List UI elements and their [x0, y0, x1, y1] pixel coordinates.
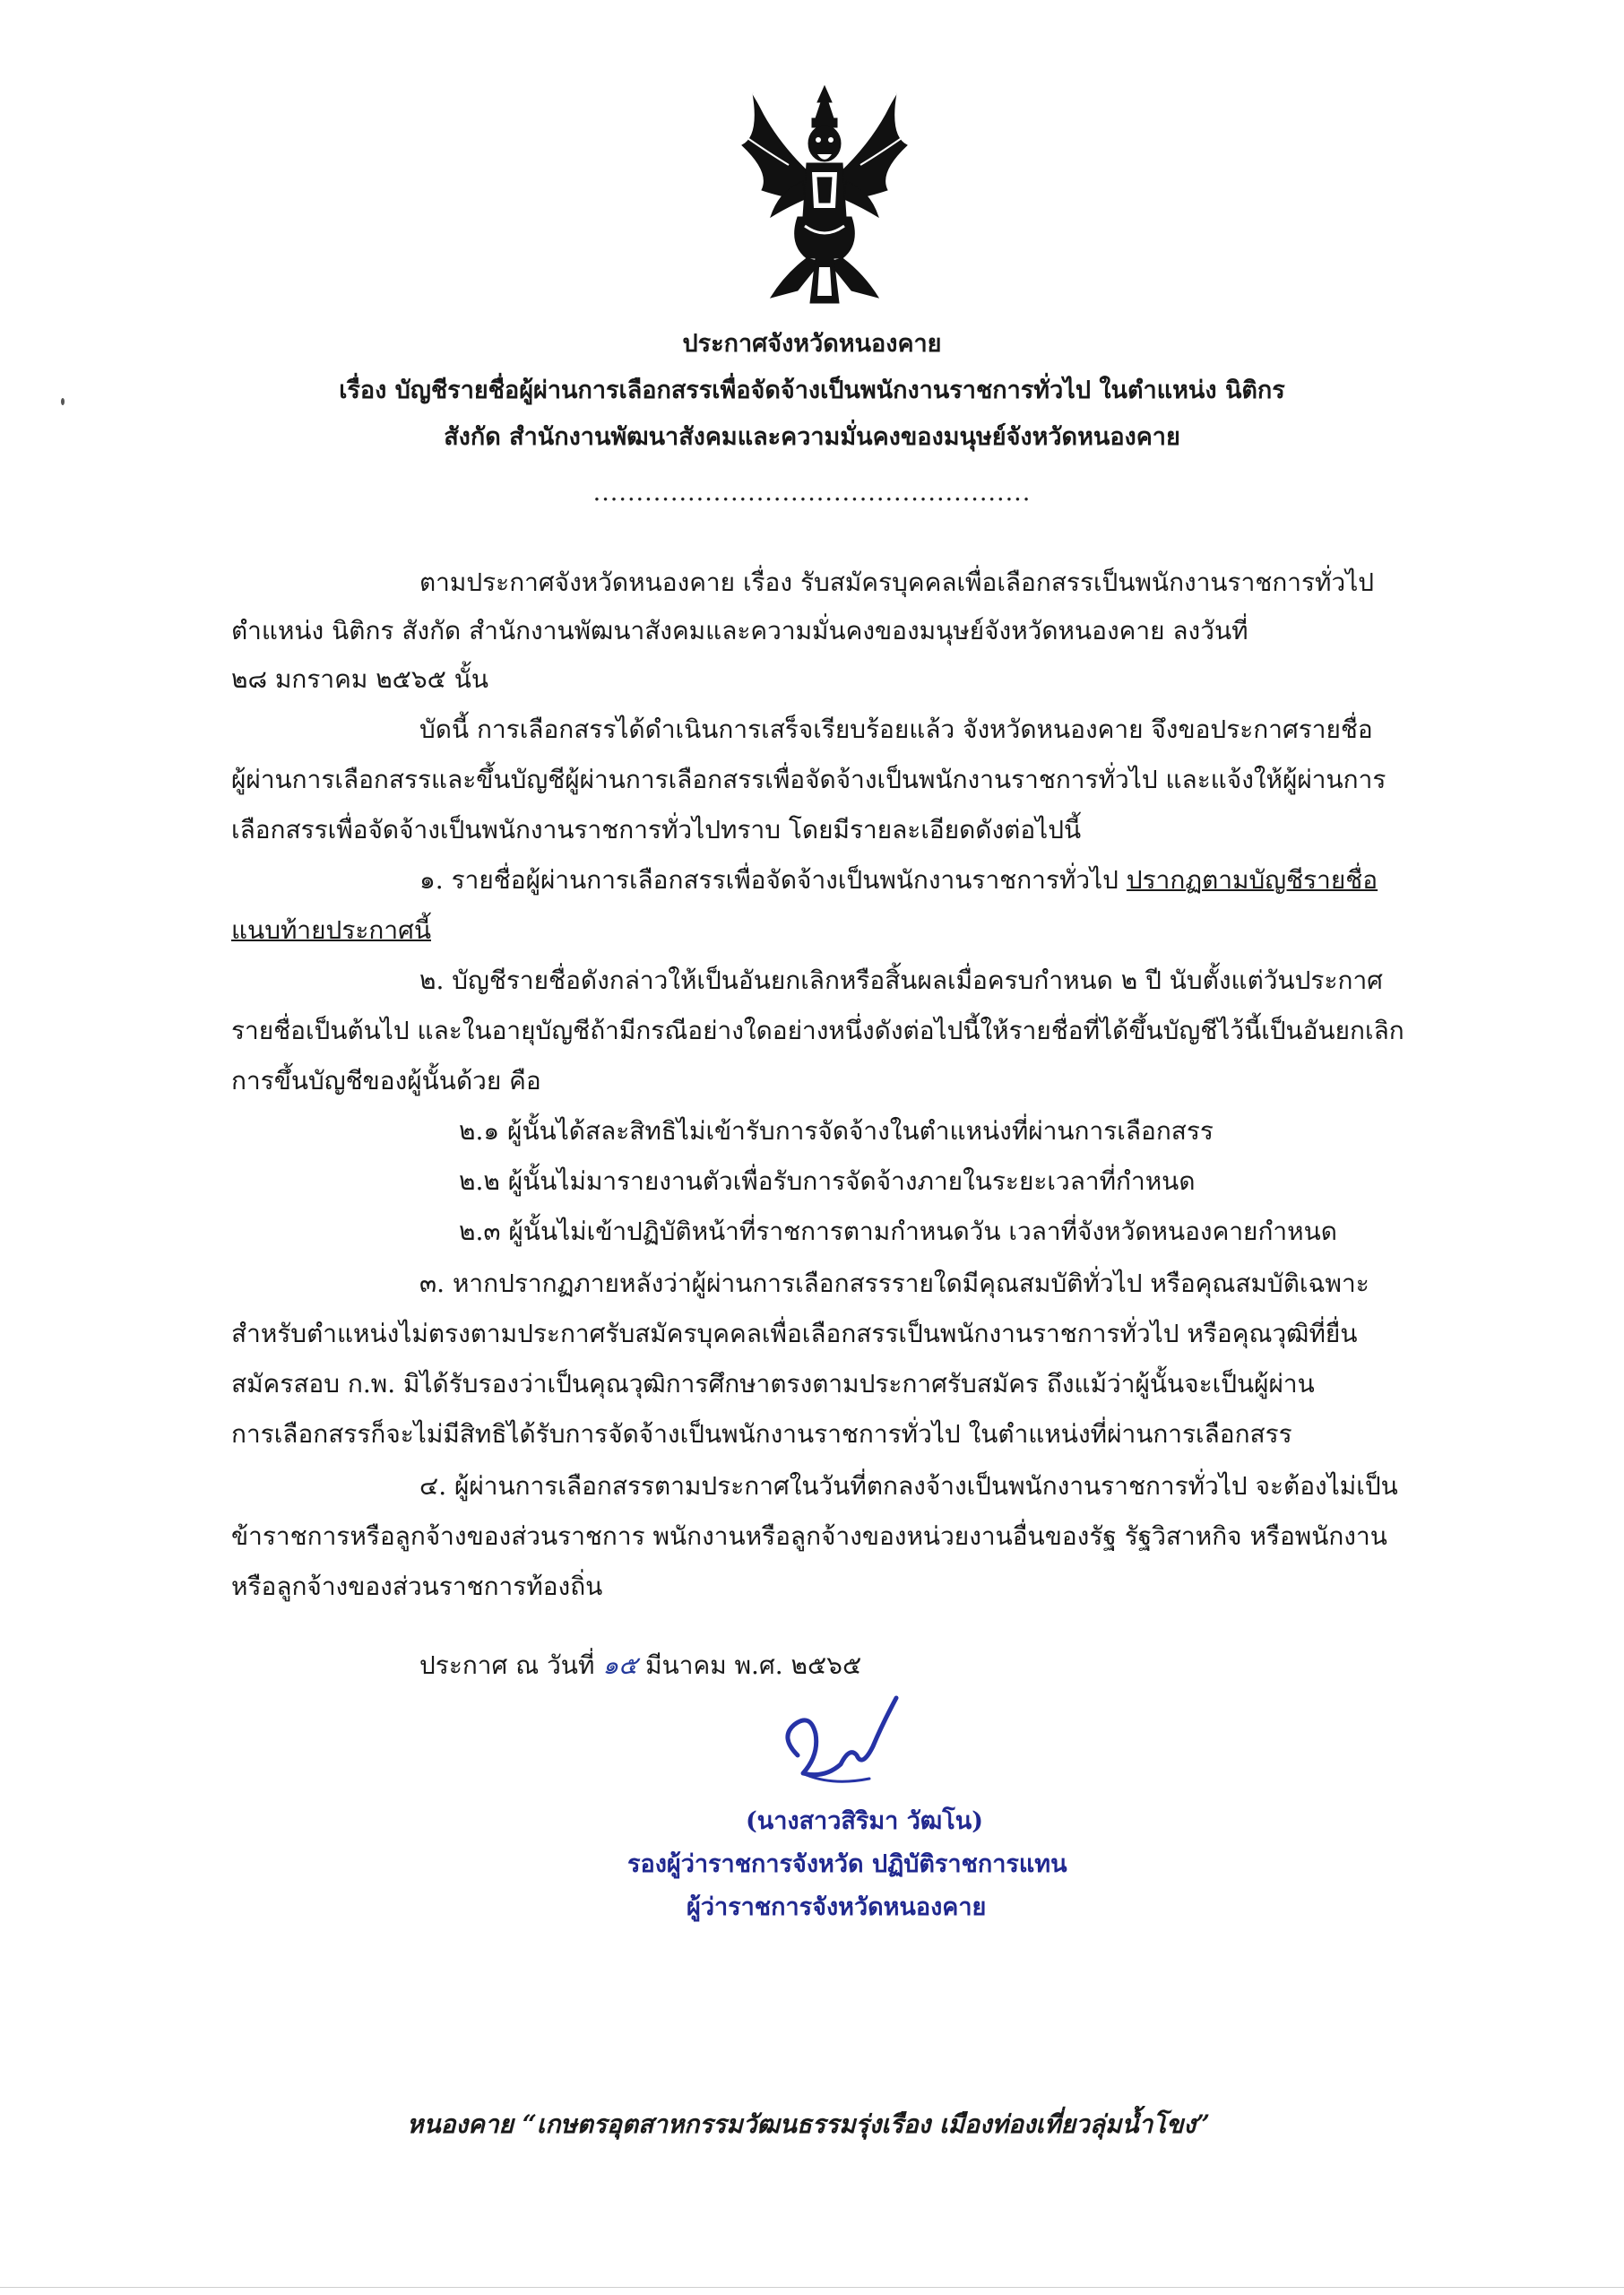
- handwritten-signature: [771, 1693, 914, 1791]
- item-3-line: สำหรับตำแหน่งไม่ตรงตามประกาศรับสมัครบุคคลเพื่อเลือกสรรเป็นพนักงานราชการทั่วไป หรือคุณวุฒิที่ยื่น: [231, 1319, 1358, 1348]
- item-3-line: สมัครสอบ ก.พ. มิได้รับรองว่าเป็นคุณวุฒิการศึกษาตรงตามประกาศรับสมัคร ถึงแม้ว่าผู้นั้นจะเป็นผู้ผ่าน: [231, 1369, 1315, 1399]
- signer-name: (นางสาวสิริมา วัฒโน): [746, 1807, 984, 1835]
- item-2-line: การขึ้นบัญชีของผู้นั้นด้วย คือ: [231, 1066, 541, 1096]
- sub-item: ๒.๓ ผู้นั้นไม่เข้าปฏิบัติหน้าที่ราชการตามกำหนดวัน เวลาที่จังหวัดหนองคายกำหนด: [459, 1217, 1337, 1246]
- sub-item: ๒.๑ ผู้นั้นได้สละสิทธิไม่เข้ารับการจัดจ้างในตำแหน่งที่ผ่านการเลือกสรร: [459, 1116, 1214, 1146]
- scan-speck: [61, 398, 65, 405]
- signer-position: รองผู้ว่าราชการจังหวัด ปฏิบัติราชการแทน: [627, 1850, 1067, 1878]
- item-1-line: [419, 865, 1378, 895]
- paragraph-line: ผู้ผ่านการเลือกสรรและขึ้นบัญชีผู้ผ่านการเลือกสรรเพื่อจัดจ้างเป็นพนักงานราชการทั่วไป และแจ้งให้ผู้ผ่านการ: [231, 765, 1386, 794]
- item-1-continuation: แนบท้ายประกาศนี้: [231, 915, 431, 945]
- item-4-line: ๔. ผู้ผ่านการเลือกสรรตามประกาศในวันที่ตกลงจ้างเป็นพนักงานราชการทั่วไป จะต้องไม่เป็น: [419, 1471, 1398, 1501]
- item-2-line: ๒. บัญชีรายชื่อดังกล่าวให้เป็นอันยกเลิกหรือสิ้นผลเมื่อครบกำหนด ๒ ปี นับตั้งแต่วันประกาศ: [419, 966, 1383, 995]
- handwritten-day: ๑๕: [602, 1650, 638, 1680]
- paragraph-line: ตำแหน่ง นิติกร สังกัด สำนักงานพัฒนาสังคมและความมั่นคงของมนุษย์จังหวัดหนองคาย ลงวันที่: [231, 616, 1248, 645]
- item-1-text: ๑. รายชื่อผู้ผ่านการเลือกสรรเพื่อจัดจ้างเป็นพนักงานราชการทั่วไป: [419, 865, 1127, 895]
- footer-slogan: หนองคาย “เกษตรอุตสาหกรรมวัฒนธรรมรุ่งเรือง เมืองท่องเที่ยวลุ่มน้ำโขง”: [407, 2109, 1211, 2139]
- scan-edge: [0, 2287, 1624, 2288]
- item-4-line: ข้าราชการหรือลูกจ้างของส่วนราชการ พนักงานหรือลูกจ้างของหน่วยงานอื่นของรัฐ รัฐวิสาหกิจ หรือพนักงาน: [231, 1521, 1387, 1551]
- affiliation-line: สังกัด สำนักงานพัฒนาสังคมและความมั่นคงของมนุษย์จังหวัดหนองคาย: [444, 423, 1180, 451]
- paragraph-line: ตามประกาศจังหวัดหนองคาย เรื่อง รับสมัครบุคคลเพื่อเลือกสรรเป็นพนักงานราชการทั่วไป: [419, 567, 1375, 597]
- subject-line: เรื่อง บัญชีรายชื่อผู้ผ่านการเลือกสรรเพื่อจัดจ้างเป็นพนักงานราชการทั่วไป ในตำแหน่ง นิติกร: [339, 377, 1285, 404]
- item-1-underlined-text: ปรากฏตามบัญชีรายชื่อ: [1126, 865, 1378, 895]
- garuda-emblem-icon: [735, 82, 914, 307]
- header-divider: ...................................................: [592, 479, 1032, 507]
- sub-item: ๒.๒ ผู้นั้นไม่มารายงานตัวเพื่อรับการจัดจ้างภายในระยะเวลาที่กำหนด: [459, 1166, 1196, 1196]
- item-2-line: รายชื่อเป็นต้นไป และในอายุบัญชีถ้ามีกรณีอย่างใดอย่างหนึ่งดังต่อไปนี้ให้รายชื่อที่ได้ขึ้นบัญชีไว้นี้เป็นอันยกเลิก: [231, 1016, 1404, 1045]
- paragraph-line: บัดนี้ การเลือกสรรได้ดำเนินการเสร็จเรียบร้อยแล้ว จังหวัดหนองคาย จึงขอประกาศรายชื่อ: [419, 714, 1373, 744]
- announce-date-line: [419, 1650, 862, 1680]
- paragraph-line: เลือกสรรเพื่อจัดจ้างเป็นพนักงานราชการทั่วไปทราบ โดยมีรายละเอียดดังต่อไปนี้: [231, 815, 1082, 844]
- item-4-line: หรือลูกจ้างของส่วนราชการท้องถิ่น: [231, 1572, 603, 1601]
- announce-prefix: ประกาศ ณ วันที่: [419, 1650, 603, 1680]
- item-3-line: การเลือกสรรก็จะไม่มีสิทธิได้รับการจัดจ้างเป็นพนักงานราชการทั่วไป ในตำแหน่งที่ผ่านการเลือกสรร: [231, 1419, 1292, 1449]
- announcement-title: ประกาศจังหวัดหนองคาย: [682, 330, 942, 358]
- item-3-line: ๓. หากปรากฏภายหลังว่าผู้ผ่านการเลือกสรรรายใดมีคุณสมบัติทั่วไป หรือคุณสมบัติเฉพาะ: [419, 1269, 1369, 1298]
- paragraph-line: ๒๘ มกราคม ๒๕๖๕ นั้น: [231, 664, 489, 694]
- announce-suffix: มีนาคม พ.ศ. ๒๕๖๕: [637, 1650, 862, 1680]
- signer-position: ผู้ว่าราชการจังหวัดหนองคาย: [687, 1893, 987, 1921]
